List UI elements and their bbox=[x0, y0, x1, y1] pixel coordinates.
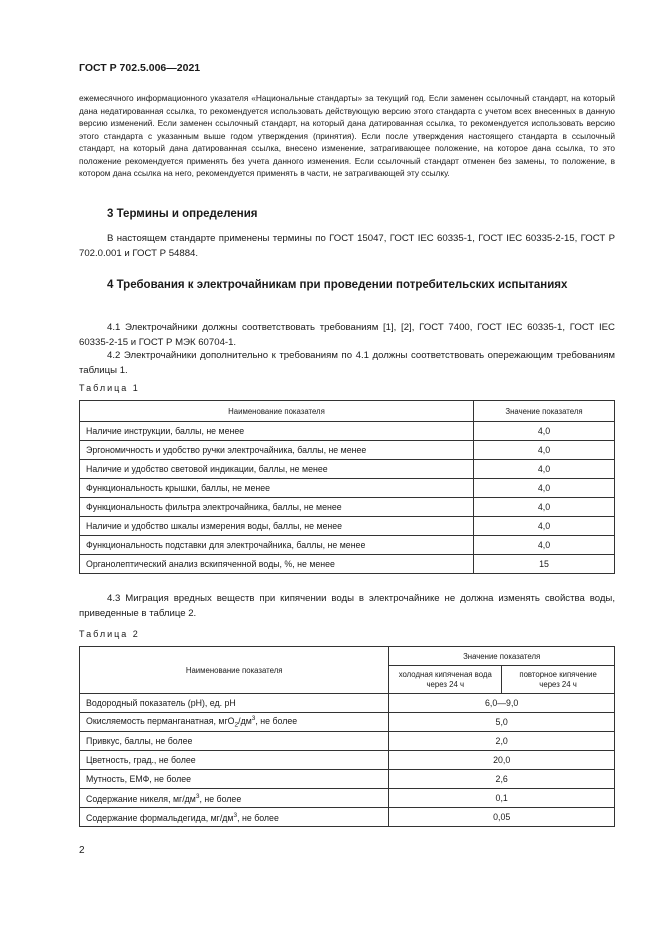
table-row bbox=[80, 536, 615, 555]
row-name: Наличие и удобство шкалы измерения воды, баллы, не менее bbox=[80, 517, 474, 536]
row-name bbox=[80, 808, 389, 827]
table-subheader-cold: холодная кипяченая вода через 24 ч bbox=[389, 666, 502, 694]
table-row bbox=[80, 808, 615, 827]
document-code: ГОСТ Р 702.5.006—2021 bbox=[79, 62, 201, 74]
table-header-name: Наименование показателя bbox=[80, 401, 474, 422]
row-value: 20,0 bbox=[389, 751, 615, 770]
row-name: Привкус, баллы, не более bbox=[80, 732, 389, 751]
table-1-caption: Таблица 1 bbox=[79, 383, 140, 393]
row-name-part: Содержание формальдегида, мг/дм bbox=[86, 812, 234, 823]
table-header-row bbox=[80, 401, 615, 422]
table-row bbox=[80, 460, 615, 479]
row-value: 2,0 bbox=[389, 732, 615, 751]
table-row bbox=[80, 517, 615, 536]
table-row bbox=[80, 751, 615, 770]
table-row bbox=[80, 770, 615, 789]
section-4-title: 4 Требования к электрочайникам при проведении потребительских испытаниях bbox=[107, 279, 568, 291]
row-name bbox=[80, 713, 389, 732]
row-name-part: , не более bbox=[199, 793, 242, 804]
row-name-superscript: 3 bbox=[251, 715, 256, 723]
table-row bbox=[80, 441, 615, 460]
row-name: Водородный показатель (рН), ед. рН bbox=[80, 694, 389, 713]
table-header-value: Значение показателя bbox=[389, 647, 615, 666]
row-name: Функциональность подставки для электрочайника, баллы, не менее bbox=[80, 536, 474, 555]
row-value: 6,0—9,0 bbox=[389, 694, 615, 713]
page-number: 2 bbox=[79, 845, 85, 856]
table-row bbox=[80, 422, 615, 441]
row-value: 4,0 bbox=[474, 479, 615, 498]
table-subheader-reboil: повторное кипячение через 24 ч bbox=[502, 666, 615, 694]
table-1 bbox=[79, 400, 615, 574]
row-name-part: , не более bbox=[255, 716, 298, 727]
table-2 bbox=[79, 646, 615, 827]
row-value: 4,0 bbox=[474, 460, 615, 479]
section-3-title: 3 Термины и определения bbox=[107, 208, 258, 220]
table-header-name: Наименование показателя bbox=[80, 647, 389, 694]
row-name bbox=[80, 789, 389, 808]
section-3-text: В настоящем стандарте применены термины по ГОСТ 15047, ГОСТ IEC 60335-1, ГОСТ IEC 60335-2-15, ГОСТ Р 702.0.001 и ГОСТ Р 54884. bbox=[79, 233, 615, 259]
row-name-subscript: 2 bbox=[234, 721, 239, 729]
table-row bbox=[80, 789, 615, 808]
row-name: Наличие и удобство световой индикации, баллы, не менее bbox=[80, 460, 474, 479]
row-value: 0,1 bbox=[389, 789, 615, 808]
row-value: 4,0 bbox=[474, 517, 615, 536]
row-name-part: Содержание никеля, мг/дм bbox=[86, 793, 196, 804]
row-name: Мутность, ЕМФ, не более bbox=[80, 770, 389, 789]
row-name: Цветность, град., не более bbox=[80, 751, 389, 770]
paragraph-4-3: 4.3 Миграция вредных веществ при кипячении воды в электрочайнике не должна изменять свойства воды, приведенные в таблице 2. bbox=[79, 593, 615, 619]
table-row bbox=[80, 713, 615, 732]
row-name-superscript: 3 bbox=[195, 792, 200, 800]
table-header-row bbox=[80, 647, 615, 666]
table-row bbox=[80, 694, 615, 713]
row-value: 4,0 bbox=[474, 498, 615, 517]
row-name: Органолептический анализ вскипяченной воды, %, не менее bbox=[80, 555, 474, 574]
row-value: 5,0 bbox=[389, 713, 615, 732]
paragraph-4-1: 4.1 Электрочайники должны соответствовать требованиям [1], [2], ГОСТ 7400, ГОСТ IEC 60335-1, ГОСТ IEC 60335-2-15 и ГОСТ Р МЭК 60704-1. bbox=[79, 322, 615, 348]
table-row bbox=[80, 498, 615, 517]
table-row bbox=[80, 732, 615, 751]
table-2-caption: Таблица 2 bbox=[79, 629, 140, 639]
row-name: Функциональность крышки, баллы, не менее bbox=[80, 479, 474, 498]
row-value: 15 bbox=[474, 555, 615, 574]
row-name-part: Окисляемость перманганатная, мгО bbox=[86, 716, 235, 727]
row-value: 4,0 bbox=[474, 441, 615, 460]
table-row bbox=[80, 479, 615, 498]
row-name-superscript: 3 bbox=[233, 811, 238, 819]
paragraph-4-2: 4.2 Электрочайники дополнительно к требованиям по 4.1 должны соответствовать опережающим требованиям таблицы 1. bbox=[79, 350, 615, 376]
row-value: 4,0 bbox=[474, 422, 615, 441]
intro-paragraph: ежемесячного информационного указателя «Национальные стандарты» за текущий год. Если заменен ссылочный стандарт, на который дана недатированная ссылка, то рекомендуется использовать действующую версию этого стандарта с учетом всех внесенных в данную версию изменений. Если заменен ссылочный стандарт, на который дана датированная ссылка, то рекомендуется использовать версию этого стандарта с указанным выше годом утверждения (принятия). Если после утверждения настоящего стандарта в ссылочный стандарт, на который дана датированная ссылка, внесено изменение, затрагивающее положение, на которое дана ссылка, то это положение рекомендуется применять без учета данного изменения. Если ссылочный стандарт отменен без замены, то положение, в котором дана ссылка на него, рекомендуется применять в части, не затрагивающей эту ссылку. bbox=[79, 93, 615, 178]
row-name: Эргономичность и удобство ручки электрочайника, баллы, не менее bbox=[80, 441, 474, 460]
row-name-part: , не более bbox=[237, 812, 279, 823]
row-value: 4,0 bbox=[474, 536, 615, 555]
table-header-value: Значение показателя bbox=[474, 401, 615, 422]
row-value: 0,05 bbox=[389, 808, 615, 827]
row-name: Наличие инструкции, баллы, не менее bbox=[80, 422, 474, 441]
row-name: Функциональность фильтра электрочайника, баллы, не менее bbox=[80, 498, 474, 517]
row-value: 2,6 bbox=[389, 770, 615, 789]
row-name-part: /дм bbox=[238, 716, 252, 727]
table-row bbox=[80, 555, 615, 574]
